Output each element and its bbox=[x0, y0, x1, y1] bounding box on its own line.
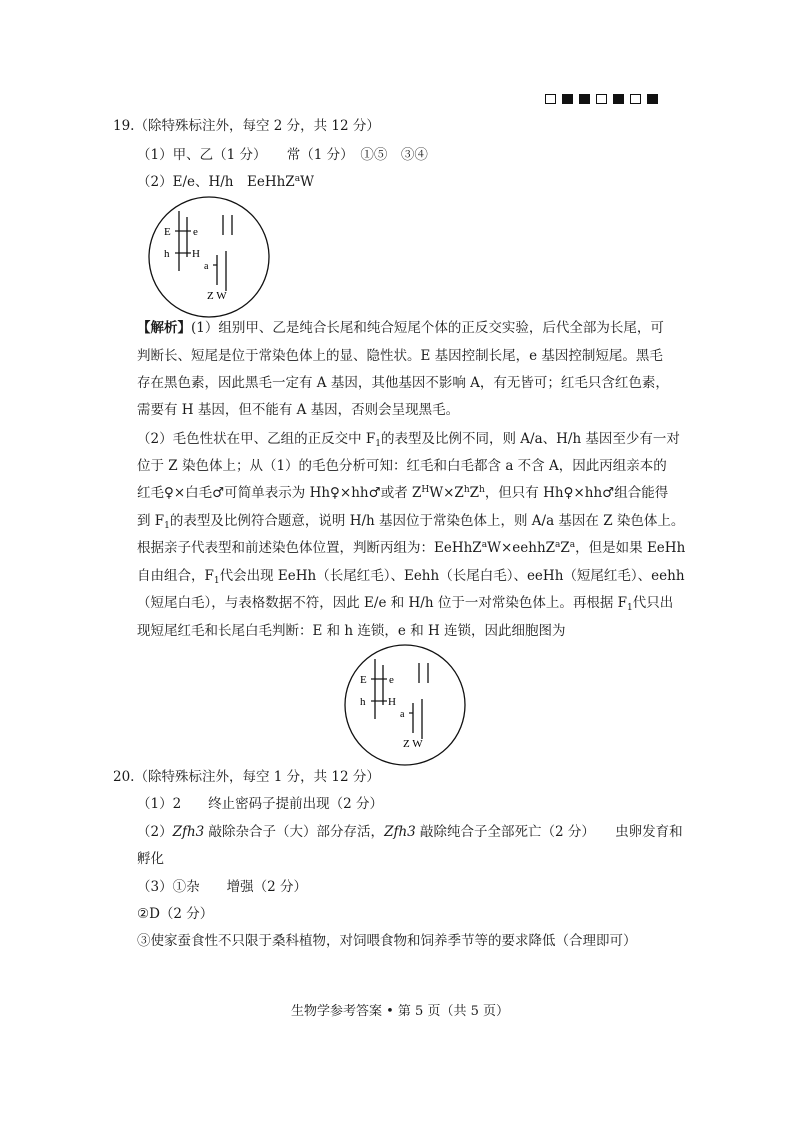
allele-h-label: h bbox=[360, 696, 366, 708]
analysis-para-1-line-4: 需要有 H 基因，但不能有 A 基因，否则会呈现黑毛。 bbox=[137, 402, 460, 418]
q20-answer-1: （1）2 终止密码子提前出现（2 分） bbox=[137, 796, 384, 812]
allele-h-label: h bbox=[164, 248, 170, 260]
analysis-para-2-line-7: （短尾白毛），与表格数据不符，因此 E/e 和 H/h 位于一对常染色体上。再根据 $F_1$代只出 bbox=[137, 595, 674, 613]
analysis-para-2-line-5: 根据亲子代表型和前述染色体位置，判断丙组为：$EeHhZ^aW\times eehhZ^aZ^a$，但是如果 EeHh bbox=[137, 540, 686, 556]
header-marks bbox=[545, 94, 658, 104]
filled-square-icon bbox=[613, 94, 624, 104]
q19-answer-2: （2）E/e、H/h EeHhZ$^a$W bbox=[137, 174, 314, 190]
analysis-para-2-line-2: 位于 Z 染色体上；从（1）的毛色分析可知：红毛和白毛都含 a 不含 A，因此丙组亲本的 bbox=[137, 458, 667, 474]
q20-answer-2: （2）Zfh3 敲除杂合子（大）部分存活，Zfh3 敲除纯合子全部死亡（2 分） 虫卵发育和 bbox=[137, 824, 683, 840]
chromosome-ZW-label: Z W bbox=[403, 738, 423, 750]
analysis-para-2-line-3: 红毛♀×白毛♂可简单表示为 Hh♀×hh♂或者 $Z^HW\times Z^hZ^h$，但只有 Hh♀×hh♂组合能得 bbox=[137, 485, 669, 501]
filled-square-icon bbox=[562, 94, 573, 104]
analysis-para-1-line-1: 【解析】(1）组别甲、乙是纯合长尾和纯合短尾个体的正反交实验，后代全部为长尾，可 bbox=[137, 320, 664, 336]
allele-E-label: E bbox=[360, 674, 367, 686]
chromosome-ZW-label: Z W bbox=[207, 290, 227, 302]
q20-answer-3-2: ②D（2 分） bbox=[137, 906, 214, 922]
q20-answer-3: （3）①杂 增强（2 分） bbox=[137, 879, 307, 895]
q20-title: 20.（除特殊标注外，每空 1 分，共 12 分） bbox=[113, 769, 380, 785]
analysis-para-1-line-2: 判断长、短尾是位于常染色体上的显、隐性状。E 基因控制长尾，e 基因控制短尾。黑毛 bbox=[137, 348, 663, 364]
allele-a-label: a bbox=[204, 261, 209, 272]
analysis-para-2-line-6: 自由组合，$F_1$代会出现 EeHh（长尾红毛）、Eehh（长尾白毛）、eeHh（短尾红毛）、eehh bbox=[137, 568, 685, 586]
q19-answer-1: （1）甲、乙（1 分） 常（1 分） ①⑤ ③④ bbox=[137, 147, 428, 163]
cell-diagram bbox=[147, 195, 272, 320]
q19-title: 19.（除特殊标注外，每空 2 分，共 12 分） bbox=[113, 118, 380, 134]
open-square-icon bbox=[596, 94, 607, 104]
q20-answer-2-cont: 孵化 bbox=[137, 851, 164, 867]
cell-diagram bbox=[343, 643, 468, 768]
analysis-para-2-line-1: （2）毛色性状在甲、乙组的正反交中 $F_1$的表型及比例不同，则 A/a、H/h 基因至少有一对 bbox=[137, 431, 680, 449]
allele-e-label: e bbox=[193, 226, 198, 238]
allele-H-label: H bbox=[388, 696, 396, 708]
analysis-para-2-line-4: 到 $F_1$的表型及比例符合题意，说明 H/h 基因位于常染色体上，则 A/a 基因在 Z 染色体上。 bbox=[137, 513, 685, 531]
filled-square-icon bbox=[579, 94, 590, 104]
allele-e-label: e bbox=[389, 674, 394, 686]
allele-a-label: a bbox=[400, 709, 405, 720]
filled-square-icon bbox=[647, 94, 658, 104]
page-footer: 生物学参考答案 • 第 5 页（共 5 页） bbox=[290, 1004, 509, 1019]
analysis-para-1-line-3: 存在黑色素，因此黑毛一定有 A 基因，其他基因不影响 A，有无皆可；红毛只含红色素， bbox=[137, 375, 669, 391]
q20-answer-3-3: ③使家蚕食性不只限于桑科植物，对饲喂食物和饲养季节等的要求降低（合理即可） bbox=[137, 933, 637, 949]
analysis-para-2-line-8: 现短尾红毛和长尾白毛判断：E 和 h 连锁，e 和 H 连锁，因此细胞图为 bbox=[137, 623, 566, 639]
allele-E-label: E bbox=[164, 226, 171, 238]
open-square-icon bbox=[545, 94, 556, 104]
allele-H-label: H bbox=[192, 248, 200, 260]
open-square-icon bbox=[630, 94, 641, 104]
